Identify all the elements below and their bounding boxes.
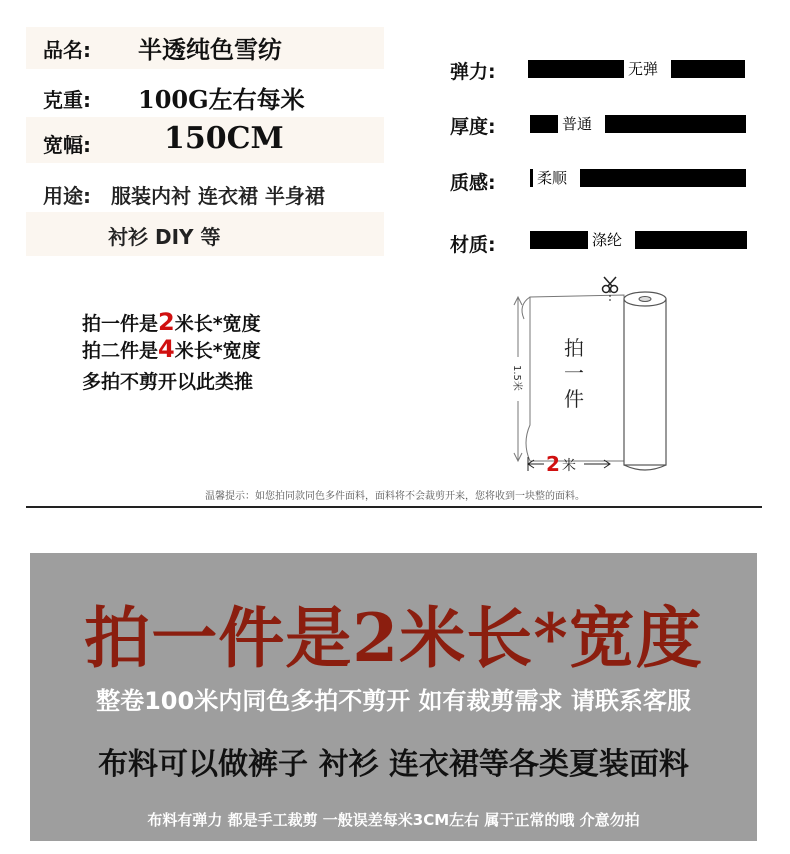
elasticity-value: 无弹 [628, 60, 659, 78]
fabric-roll-body [624, 299, 666, 465]
diagram-char-3: 件 [564, 387, 584, 411]
thickness-value: 普通 [562, 115, 593, 133]
diagram-char-1: 拍 [564, 336, 584, 360]
material-bar-right [635, 231, 747, 249]
promo-line-2: 布料可以做裤子 衬衫 连衣裙等各类夏装面料 [98, 747, 689, 782]
fabric-sheet-curl [522, 297, 530, 319]
promo-line-3: 布料有弹力 都是手工裁剪 一般误差每米3CM左右 属于正常的哦 介意勿拍 [147, 811, 640, 829]
height-label: 1.5米 [511, 365, 522, 391]
elasticity-bar-left [528, 60, 624, 78]
promo-title: 拍一件是2米长*宽度 [84, 599, 703, 677]
usage-line-1: 服装内衬 连衣裙 半身裙 [111, 184, 325, 208]
order-rule-2-suffix: 米长*宽度 [174, 340, 261, 362]
thickness-label: 厚度: [450, 116, 496, 138]
thickness-bar-left [530, 115, 558, 133]
order-rule-2 [82, 335, 261, 363]
promo-banner [30, 553, 757, 841]
texture-label: 质感: [450, 172, 496, 194]
material-value: 涤纶 [592, 231, 623, 249]
material-bar-left [530, 231, 588, 249]
order-rule-1-prefix: 拍一件是 [82, 313, 159, 335]
material-label: 材质: [450, 234, 496, 256]
fabric-roll-core [639, 297, 651, 302]
tip-note: 温馨提示：如您拍同款同色多件面料，面料将不会裁剪开来，您将收到一块整的面料。 [205, 491, 585, 502]
order-rule-3: 多拍不剪开以此类推 [82, 371, 254, 393]
width-value: 150CM [164, 121, 284, 156]
weight-value: 100G左右每米 [138, 85, 305, 114]
length-unit: 米 [562, 458, 576, 474]
texture-bar-left [530, 169, 533, 187]
usage-line-2: 衬衫 DIY 等 [108, 225, 221, 249]
texture-bar-right [580, 169, 746, 187]
order-rule-1-num: 2 [158, 308, 175, 336]
elasticity-label: 弹力: [450, 61, 496, 83]
promo-line-1: 整卷100米内同色多拍不剪开 如有裁剪需求 请联系客服 [96, 687, 691, 715]
width-label: 宽幅: [43, 133, 91, 157]
order-rule-2-prefix: 拍二件是 [82, 340, 159, 362]
usage-label: 用途: [43, 184, 91, 208]
thickness-bar-right [605, 115, 746, 133]
section-divider [26, 506, 762, 508]
order-rule-1 [82, 308, 261, 336]
diagram-char-2: 一 [564, 361, 584, 385]
name-value: 半透纯色雪纺 [138, 35, 282, 64]
texture-value: 柔顺 [537, 169, 568, 187]
order-rule-1-suffix: 米长*宽度 [174, 313, 261, 335]
weight-label: 克重: [43, 88, 91, 112]
elasticity-bar-right [671, 60, 745, 78]
order-rule-2-num: 4 [158, 335, 175, 363]
fabric-roll-diagram [500, 275, 690, 475]
length-num: 2 [546, 452, 560, 475]
scissors-icon [603, 277, 618, 293]
fabric-roll-bottom [624, 465, 666, 470]
name-label: 品名: [43, 38, 91, 62]
